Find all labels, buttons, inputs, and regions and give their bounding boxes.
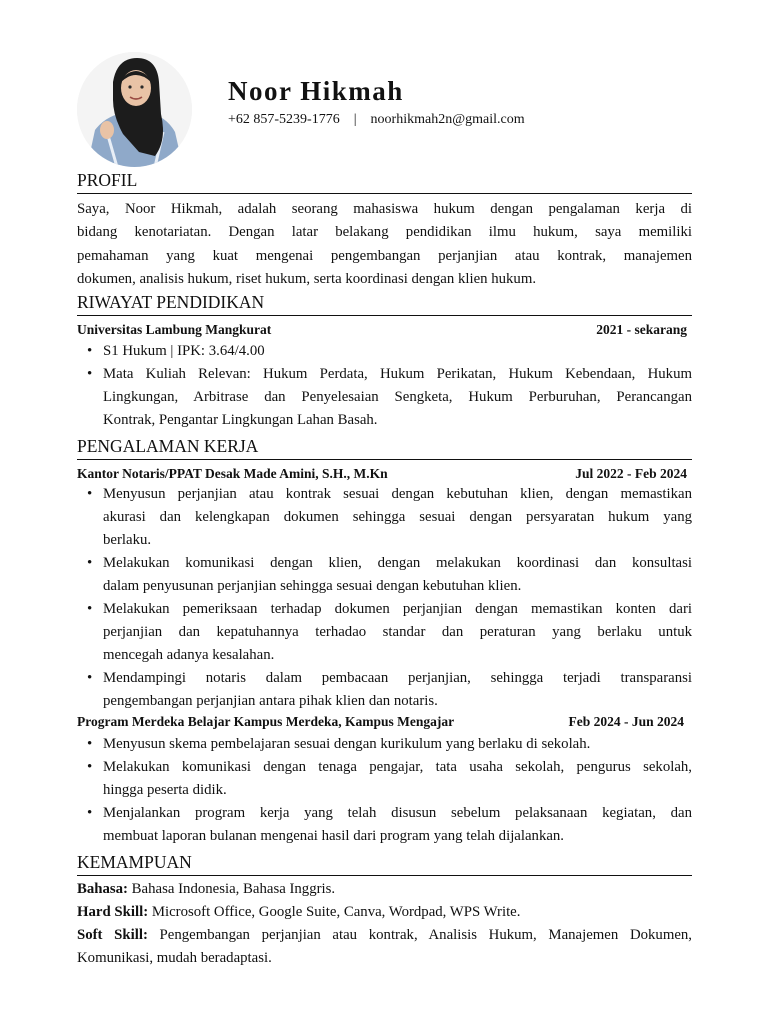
- job-organization: Program Merdeka Belajar Kampus Merdeka, Kampus Mengajar: [77, 714, 455, 729]
- list-item: [85, 483, 692, 552]
- skill-soft-continued: Komunikasi, mudah beradaptasi.: [77, 950, 272, 966]
- job-bullets: [85, 483, 692, 713]
- bullet-line: • Mata Kuliah Relevan: Hukum Perdata, Hukum Perikatan, Hukum Kebendaan, Hukum: [103, 366, 692, 382]
- profile-photo-illustration: [77, 52, 192, 167]
- bullet-line: membuat laporan bulanan mengenai hasil dari program yang telah dijalankan.: [103, 828, 565, 844]
- list-item: [85, 363, 692, 432]
- bullet-line: pengembangan perjanjian antara pihak klien dan notaris.: [103, 693, 438, 709]
- list-item: [85, 667, 692, 713]
- section-title-profil: PROFIL: [77, 170, 692, 194]
- bullet-line: mencegah adanya kesalahan.: [103, 647, 275, 663]
- job-bullets: [85, 733, 692, 848]
- bullet-line: perjanjian dan kepatuhannya terhadao standar dan peraturan yang berlaku untuk: [103, 624, 692, 640]
- profil-line: Saya, Noor Hikmah, adalah seorang mahasiswa hukum dengan pengalaman kerja di: [77, 201, 692, 217]
- bullet-line: dalam penyusunan perjanjian sehingga sesuai dengan kebutuhan klien.: [103, 578, 522, 594]
- bullet-line: • Menyusun perjanjian atau kontrak sesuai dengan kebutuhan klien, dengan memastikan: [103, 486, 692, 502]
- job-date: Jul 2022 - Feb 2024: [575, 466, 687, 481]
- job-date: Feb 2024 - Jun 2024: [568, 714, 684, 729]
- job-organization: Kantor Notaris/PPAT Desak Made Amini, S.H., M.Kn: [77, 466, 388, 481]
- education-bullets: [85, 340, 692, 432]
- bullet-line: • Menjalankan program kerja yang telah disusun sebelum pelaksanaan kegiatan, dan: [103, 805, 692, 821]
- candidate-name: Noor Hikmah: [228, 76, 404, 106]
- education-entry-header: [77, 322, 687, 338]
- profil-line: dokumen, analisis hukum, riset hukum, serta koordinasi dengan klien hukum.: [77, 270, 537, 287]
- bullet-line: • Melakukan komunikasi dengan klien, dengan melakukan koordinasi dan konsultasi: [103, 555, 692, 571]
- skill-bahasa: [77, 878, 692, 901]
- phone-number: +62 857-5239-1776: [228, 112, 340, 127]
- skill-value: Microsoft Office, Google Suite, Canva, Wordpad, WPS Write.: [148, 904, 521, 920]
- job-entry-header: [77, 714, 687, 730]
- skills-block: [77, 878, 692, 970]
- bullet-line: • Melakukan pemeriksaan terhadap dokumen perjanjian dengan memastikan konten dari: [103, 601, 692, 617]
- list-item: [85, 802, 692, 848]
- contact-separator: |: [353, 112, 357, 127]
- profil-line: pemahaman yang kuat mengenai pengembangan perjanjian atau kontrak, manajemen: [77, 247, 692, 264]
- job-entry-header: [77, 466, 687, 482]
- skill-hard: [77, 901, 692, 924]
- list-item: [85, 598, 692, 667]
- skill-value: Pengembangan perjanjian atau kontrak, Analisis Hukum, Manajemen Dokumen,: [147, 927, 692, 943]
- profil-line: bidang kenotariatan. Dengan latar belakang pendidikan ilmu hukum, saya memiliki: [77, 224, 692, 241]
- bullet-line: akurasi dan kelengkapan dokumen sehingga sesuai dengan persyaratan hukum yang: [103, 509, 692, 525]
- bullet-line: berlaku.: [103, 532, 152, 548]
- skill-label: Bahasa:: [77, 881, 128, 897]
- contact-line: [228, 112, 525, 128]
- section-title-pendidikan: RIWAYAT PENDIDIKAN: [77, 292, 692, 316]
- profile-photo: [77, 52, 192, 167]
- skill-soft: [77, 924, 692, 947]
- section-title-kemampuan: KEMAMPUAN: [77, 852, 692, 876]
- list-item: [85, 552, 692, 598]
- skill-value: Bahasa Indonesia, Bahasa Inggris.: [127, 881, 336, 897]
- skill-label: Soft Skill:: [77, 927, 148, 943]
- bullet-line: Kontrak, Pengantar Lingkungan Lahan Basah.: [103, 412, 378, 428]
- bullet-line: • Mendampingi notaris dalam pembacaan perjanjian, sehingga terjadi transparansi: [103, 670, 692, 686]
- profil-paragraph: [77, 198, 692, 291]
- bullet-line: hingga peserta didik.: [103, 782, 227, 798]
- email-address: noorhikmah2n@gmail.com: [370, 112, 525, 127]
- list-item: [85, 756, 692, 802]
- bullet-line: • Melakukan komunikasi dengan tenaga pengajar, tata usaha sekolah, pengurus sekolah,: [103, 759, 692, 775]
- bullet-line: • S1 Hukum | IPK: 3.64/4.00: [103, 343, 265, 359]
- bullet-line: Lingkungan, Arbitrase dan Penyelesaian Sengketa, Hukum Perburuhan, Perancangan: [103, 389, 692, 405]
- education-date: 2021 - sekarang: [596, 322, 687, 337]
- skill-label: Hard Skill:: [77, 904, 149, 920]
- section-title-pengalaman: PENGALAMAN KERJA: [77, 436, 692, 460]
- bullet-line: • Menyusun skema pembelajaran sesuai dengan kurikulum yang berlaku di sekolah.: [103, 736, 591, 752]
- list-item: [85, 733, 692, 756]
- institution-name: Universitas Lambung Mangkurat: [77, 322, 272, 337]
- list-item: [85, 340, 692, 363]
